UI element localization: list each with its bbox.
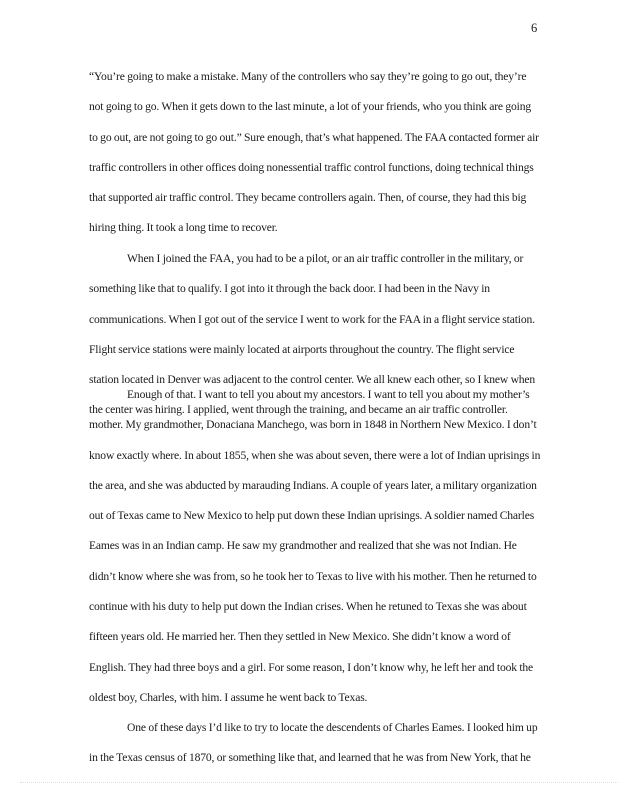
text-line: know exactly where. In about 1855, when she was about seven, there were a lot of Indian uprisings in [89,448,541,462]
text-line: that supported air traffic control. They became controllers again. Then, of course, they had this big [89,191,527,205]
paragraph-3 [89,380,549,713]
text-line: out of Texas came to New Mexico to help put down these Indian uprisings. A soldier named Charles [89,509,535,523]
page-number: 6 [531,21,538,35]
text-line: communications. When I got out of the service I went to work for the FAA in a flight service station. [89,312,535,326]
text-line: to go out, are not going to go out.” Sure enough, that’s what happened. The FAA contacted former air [89,130,539,144]
text-line: the area, and she was abducted by marauding Indians. A couple of years later, a military organization [89,478,537,492]
text-line: oldest boy, Charles, with him. I assume he went back to Texas. [89,690,368,704]
text-line: the center was hiring. I applied, went through the training, and became an air traffic controller. [89,403,508,417]
text-line-indented: When I joined the FAA, you had to be a pilot, or an air traffic controller in the military, or [127,252,524,265]
text-line: mother. My grandmother, Donaciana Manchego, was born in 1848 in Northern New Mexico. I don’t [89,418,537,432]
paragraph-1 [89,62,549,244]
text-line: station located in Denver was adjacent to the control center. We all knew each other, so I knew when [89,373,536,387]
text-line: not going to go. When it gets down to the last minute, a lot of your friends, who you think are going [89,100,532,114]
text-line: fifteen years old. He married her. Then they settled in New Mexico. She didn’t know a word of [89,630,511,644]
text-line: Eames was in an Indian camp. He saw my grandmother and realized that she was not Indian. He [89,539,517,553]
text-line-indented: Enough of that. I want to tell you about my ancestors. I want to tell you about my mother’s [127,388,530,401]
text-line: continue with his duty to help put down the Indian crises. When he retuned to Texas she was about [89,600,527,614]
text-line: in the Texas census of 1870, or something like that, and learned that he was from New York, that he [89,751,531,765]
text-line: something like that to qualify. I got into it through the back door. I had been in the Navy in [89,282,490,296]
text-line: hiring thing. It took a long time to recover. [89,221,278,235]
text-line: didn’t know where she was from, so he took her to Texas to live with his mother. Then he returned to [89,569,537,583]
text-line: English. They had three boys and a girl. For some reason, I don’t know why, he left her and took the [89,660,534,674]
paragraph-4 [89,713,549,774]
text-line: traffic controllers in other offices doing nonessential traffic control functions, doing technical things [89,160,534,174]
scan-edge-artifact [20,782,618,785]
text-line: “You’re going to make a mistake. Many of the controllers who say they’re going to go out, they’re [89,70,527,83]
text-line: Flight service stations were mainly located at airports throughout the country. The flight service [89,342,515,356]
text-line-indented: One of these days I’d like to try to locate the descendents of Charles Eames. I looked him up [127,721,538,734]
